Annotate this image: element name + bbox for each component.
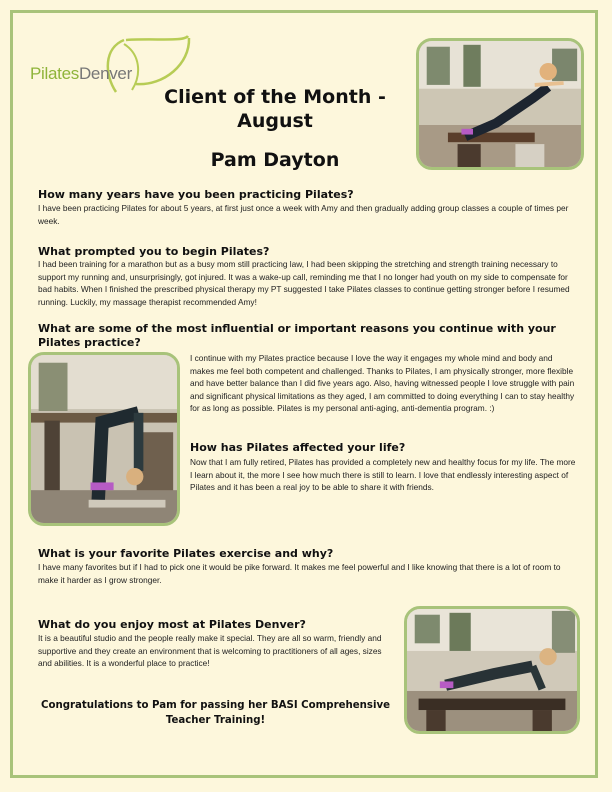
answer-years-practicing: I have been practicing Pilates for about 5 years, at first just once a week with Amy and then gradually adding group classes a couple of times per week. (38, 203, 569, 226)
page-title: Client of the Month - August (164, 86, 386, 132)
client-name: Pam Dayton (210, 149, 340, 171)
client-photo-pike (28, 352, 180, 526)
question-pilates-affected-life: How has Pilates affected your life? (190, 441, 406, 454)
question-influential-reasons: What are some of the most influential or important reasons you continue with your Pilates practice? (38, 322, 556, 349)
question-favorite-exercise: What is your favorite Pilates exercise and why? (38, 547, 334, 560)
client-photo-side-plank (416, 38, 584, 170)
congratulations-message: Congratulations to Pam for passing her BASI Comprehensive Teacher Training! (40, 700, 391, 726)
answer-pilates-affected-life: Now that I am fully retired, Pilates has provided a completely new and healthy focus for my life. The more I learn about it, the more I see how much there is still to learn. I love that endlessly interesting aspect of Pilates and it has been a real joy to be able to share it with friends. (190, 457, 576, 492)
answer-favorite-exercise: I have many favorites but if I had to pick one it would be pike forward. It makes me feel powerful and I like knowing that there is a lot of room to make it harder as I grow stronger. (38, 562, 561, 585)
question-years-practicing: How many years have you been practicing Pilates? (38, 188, 354, 201)
question-enjoy-most: What do you enjoy most at Pilates Denver? (38, 618, 306, 631)
answer-enjoy-most: It is a beautiful studio and the people really make it special. They are all so warm, friendly and supportive and they create an environment that is welcoming to practitioners of all ages, sizes and abilities. It is a wonderful place to practice! (38, 633, 382, 668)
answer-influential-reasons: I continue with my Pilates practice because I love the way it engages my whole mind and body and makes me feel both competent and challenged. Thanks to Pilates, I am physically stronger, more flexible and have better balance than I did five years ago. Also, having witnessed people I love struggle with pain and significant physical limitations as they aged, I am committed to doing everything I can to stay healthy for as long as possible. Pilates is my personal anti-aging, anti-dementia program. :) (190, 353, 575, 413)
logo-wordmark: PilatesDenver (30, 64, 132, 83)
question-prompted-begin: What prompted you to begin Pilates? (38, 245, 270, 258)
answer-prompted-begin: I had been training for a marathon but as a busy mom still practicing law, I had been skipping the stretching and strength training necessary to support my running and, unsurprisingly, got injured. It was a wake-up call, reminding me that I no longer had youth on my side to compensate for bad habits. When I finished the prescribed physical therapy my PT suggested I take Pilates classes to continue getting stronger before I resumed running. Luckily, my massage therapist recommended Amy! (38, 259, 570, 307)
client-photo-reformer (404, 606, 580, 734)
